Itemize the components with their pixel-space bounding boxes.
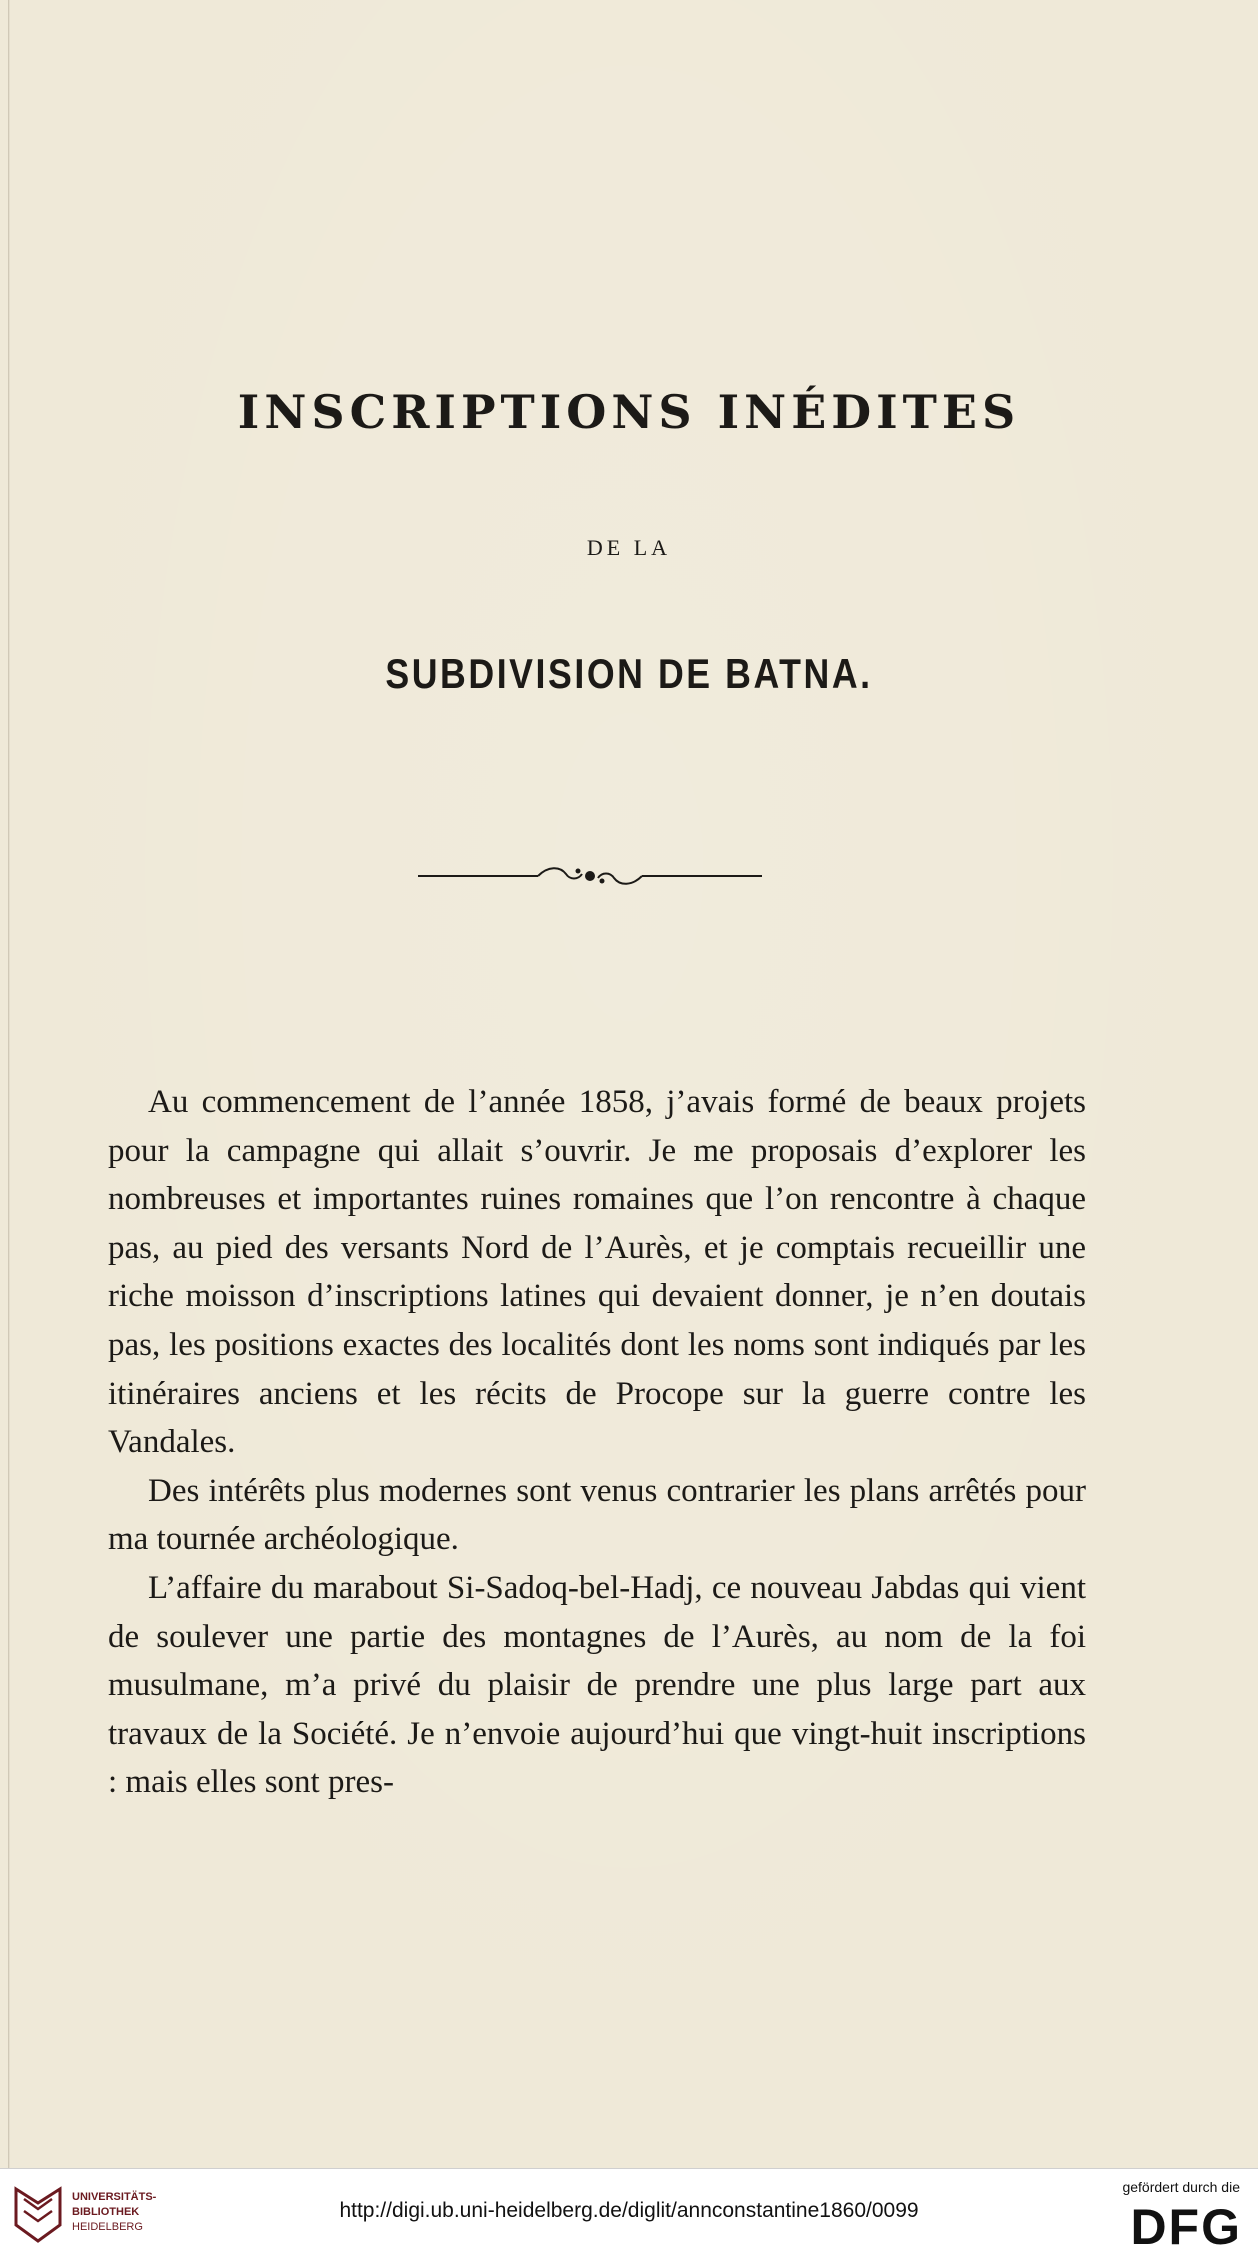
library-name-line-3: HEIDELBERG [72, 2221, 143, 2233]
funded-by-label: gefördert durch die [1122, 2179, 1240, 2195]
page-title: INSCRIPTIONS INÉDITES [237, 385, 1021, 439]
ornament-divider-icon [418, 862, 762, 890]
viewer-footer [0, 2168, 1258, 2260]
paragraph-2: Des intérêts plus modernes sont venus contrarier les plans arrêtés pour ma tournée archéologique. [108, 1472, 1086, 1558]
paragraph-3: L’affaire du marabout Si-Sadoq-bel-Hadj, ce nouveau Jabdas qui vient de soulever une partie des montagnes de l’Aurès, au nom de la foi musulmane, m’a privé du plaisir de prendre une plus large part aux travaux de la Société. Je n’envoie aujourd’hui que vingt-huit inscriptions : mais elles sont pres- [108, 1569, 1086, 1801]
body-text [108, 1078, 1086, 1807]
paragraph-1: Au commencement de l’année 1858, j’avais formé de beaux projets pour la campagne qui allait s’ouvrir. Je me proposais d’explorer les nombreuses et importantes ruines romaines que l’on rencontre à chaque pas, au pied des versants Nord de l’Aurès, et je comptais recueillir une riche moisson d’inscriptions latines qui devaient donner, je n’en doutais pas, les positions exactes des localités dont les noms sont indiqués par les itinéraires anciens et les récits de Procope sur la guerre contre les Vandales. [108, 1084, 1086, 1461]
page-gutter-shadow [8, 0, 10, 2168]
permalink-url[interactable]: http://digi.ub.uni-heidelberg.de/diglit/annconstantine1860/0099 [339, 2199, 919, 2222]
library-name-line-1: UNIVERSITÄTS- [72, 2191, 157, 2203]
dfg-logo: DFG [1130, 2199, 1242, 2255]
page-subtitle: DE LA [586, 535, 672, 560]
library-name-line-2: BIBLIOTHEK [72, 2206, 140, 2218]
page-heading: SUBDIVISION DE BATNA. [385, 650, 873, 697]
